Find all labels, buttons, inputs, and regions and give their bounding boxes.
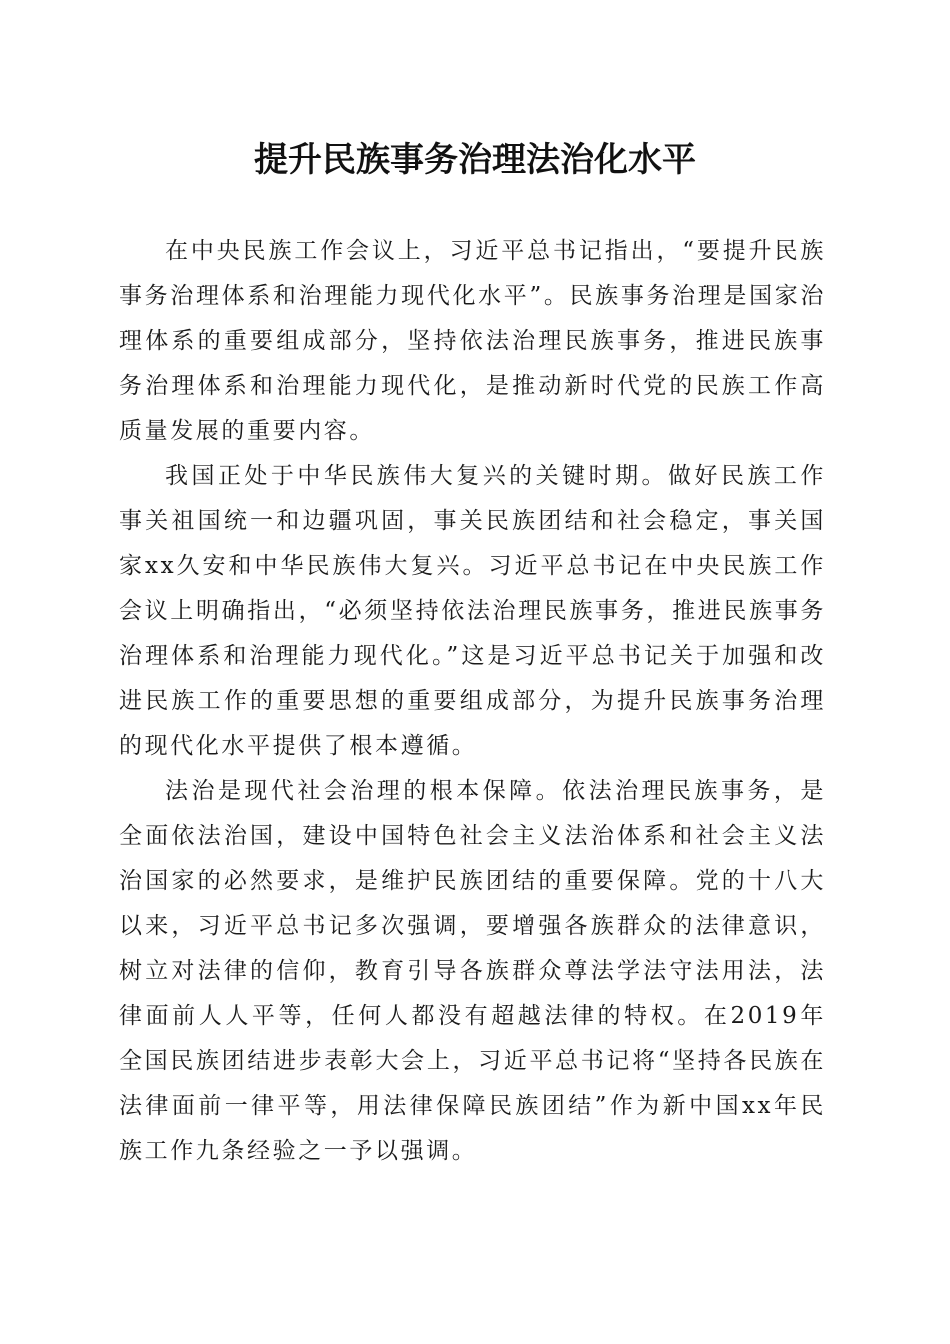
document-title: 提升民族事务治理法治化水平 [254,140,696,180]
paragraph-3: 法治是现代社会治理的根本保障。依法治理民族事务，是全面依法治国，建设中国特色社会主义法治体系和社会主义法治国家的必然要求，是维护民族团结的重要保障。党的十八大以来，习近平总书记多次强调，要增强各族群众的法律意识，树立对法律的信仰，教育引导各族群众尊法学法守法用法，法律面前人人平等，任何人都没有超越法律的特权。在2019年全国民族团结进步表彰大会上，习近平总书记将“坚持各民族在法律面前一律平等，用法律保障民族团结”作为新中国xx年民族工作九条经验之一予以强调。 [119,778,826,1164]
document-body [119,229,826,1174]
paragraph-1: 在中央民族工作会议上，习近平总书记指出，“要提升民族事务治理体系和治理能力现代化水平”。民族事务治理是国家治理体系的重要组成部分，坚持依法治理民族事务，推进民族事务治理体系和治理能力现代化，是推动新时代党的民族工作高质量发展的重要内容。 [119,238,826,444]
paragraph-2: 我国正处于中华民族伟大复兴的关键时期。做好民族工作事关祖国统一和边疆巩固，事关民族团结和社会稳定，事关国家xx久安和中华民族伟大复兴。习近平总书记在中央民族工作会议上明确指出，“必须坚持依法治理民族事务，推进民族事务治理体系和治理能力现代化。”这是习近平总书记关于加强和改进民族工作的重要思想的重要组成部分，为提升民族事务治理的现代化水平提供了根本遵循。 [119,463,826,759]
